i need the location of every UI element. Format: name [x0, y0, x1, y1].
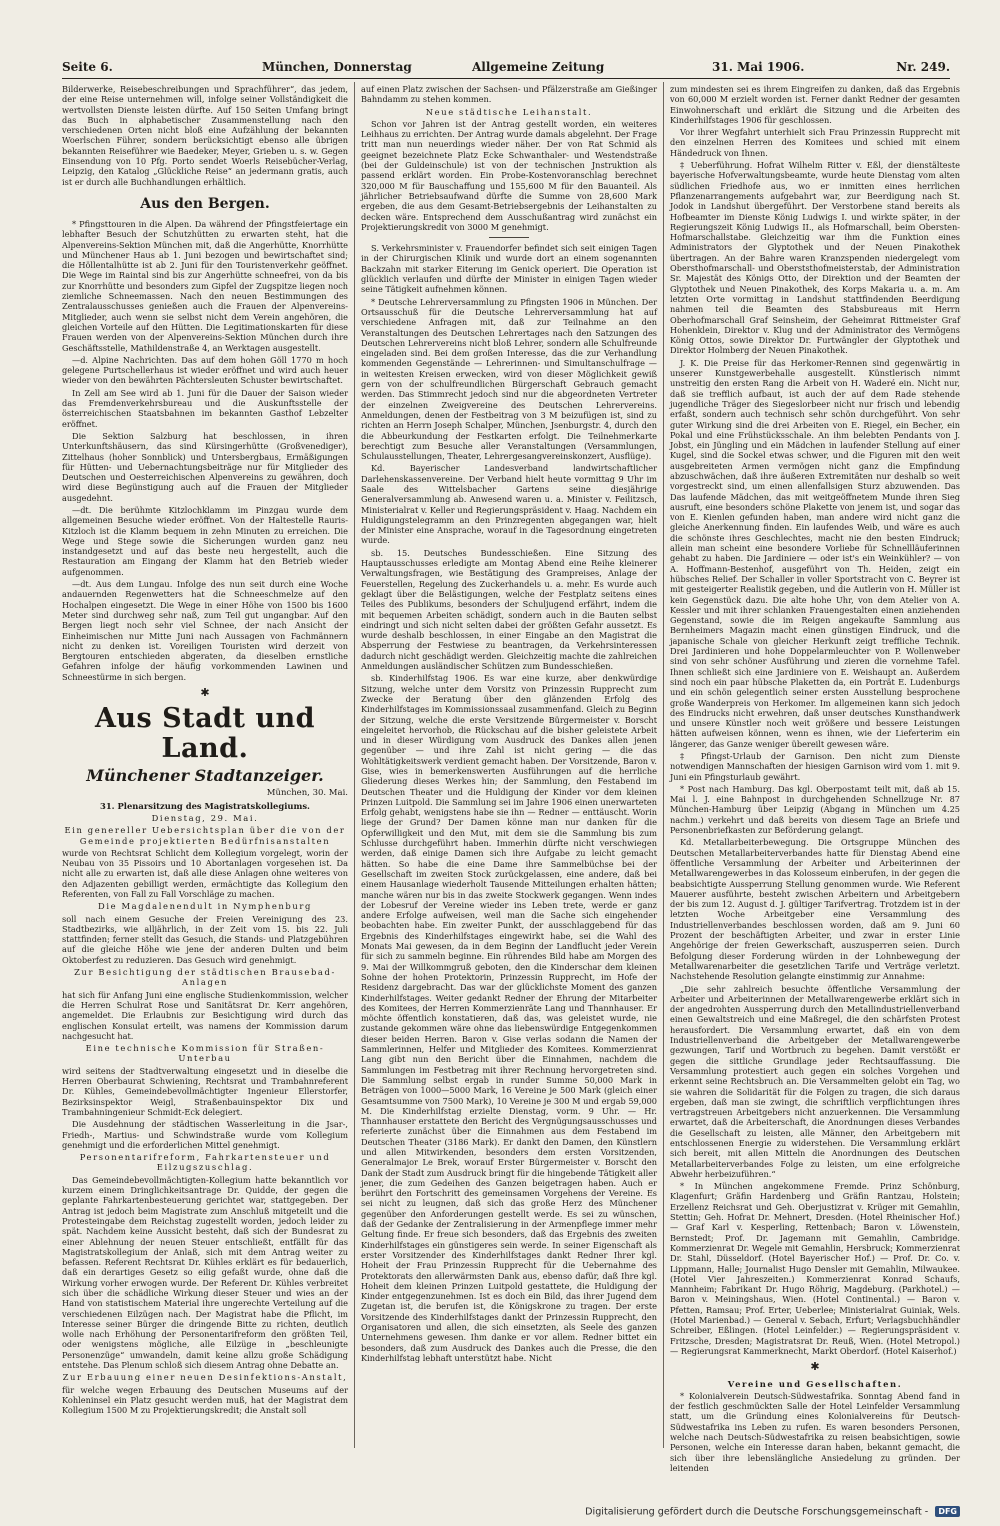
article-text: Kd. Bayerischer Landesverband landwirtschaftlicher Darlehenskassenvereine. Der Verband hielt heute vormittag 9 Uhr im Saale des Wittelsbacher Gartens seine diesjährige Generalversammlung ab. Anwesend waren u. a. Minister v. Feilitzsch, Ministerialrat v. Keller und Regierungspräsident v. Haag. Nachdem ein Huldigungstelegramm an den Prinzregenten abgegangen war, hielt der Minister eine Ansprache, worauf in die Tagesordnung eingetreten wurde.: [361, 463, 657, 546]
column-1: [62, 84, 348, 1446]
article-text: * In München angekommene Fremde. Prinz Schönburg, Klagenfurt; Gräfin Hardenberg und Gräfin Rantzau, Holstein; Erzellenz Reichsrat und Geh. Oberjustizrat v. Krüger mit Gemahlin, Stettin; Geh. Hofrat Dr. Mehnert, Dresden. (Hotel Rheinischer Hof.) — Graf Karl v. Kesperling, Rettenbach; Baron v. Löwenstein, Bernstedt; Prof. Dr. Jagemann mit Gemahlin, Cambridge. Kommerzienrat Dr. Wegele mit Gemahlin, Hersbruck; Kommerzienrat Dr. Stahl, Düsseldorf. (Hotel Bayerischer Hof.) — Prof. Dr. Co. v. Lippmann, Halle; Journalist Hugo Densler mit Gemahlin, Milwaukee. (Hotel Vier Jahreszeiten.) Kommerzienrat Konrad Schaufs, Mannheim; Fabrikant Dr. Hugo Röhrig, Magdeburg. (Parkhotel.) — Baron v. Meiningshaus, Wien. (Hotel Continental.) — Baron v. Pfetten, Ramsau; Prof. Erter, Ueberlee; Ministerialrat Guiniak, Wels. (Hotel Marienbad.) — General v. Sebach, Erfurt; Verlagsbuchhändler Schreiber, Eßlingen. (Hotel Leinfelder.) — Regierungspräsident v. Fritzsche, Dresden; Magistratsrat Dr. Reuß, Wien. (Hotel Metropol.) — Regierungsrat Kammerknecht, Markt Oberdorf. (Hotel Kaiserhof.): [670, 1181, 960, 1356]
digitization-credit: [560, 1506, 960, 1520]
article-text: soll nach einem Gesuche der Freien Vereinigung des 23. Stadtbezirks, wie alljährlich, in der Zeit vom 15. bis 22. Juli stattfinden; ferner stellt das Gesuch, die Stands- und Platzgebühren auf die gleiche Höhe wie jene der anderen Dulten und beim Oktoberfest zu reduzieren. Das Gesuch wird genehmigt.: [62, 913, 348, 965]
item-heading: Personentarifreform, Fahrkartensteuer und Eilzugszuschlag.: [79, 1152, 331, 1173]
column-3: [670, 84, 960, 1473]
article-text: S. Verkehrsminister v. Frauendorfer befindet sich seit einigen Tagen in der Chirurgischen Klinik und wurde dort an einem sogenannten Backzahn mit starker Eiterung im Genick operiert. Die Operation ist glücklich verlaufen und dürfte der Minister in einigen Tagen wieder seine Tätigkeit aufnehmen können.: [361, 243, 657, 295]
section-heading-vereine: Vereine und Gesellschaften.: [727, 1378, 903, 1389]
page-number: Seite 6.: [62, 60, 113, 74]
article-text: Kd. Metallarbeiterbewegung. Die Ortsgruppe München des Deutschen Metallarbeiterverbandes hatte für Dienstag Abend eine öffentliche Versammlung der Arbeiter und Arbeiterinnen der Metallwarengewerbes in das Kolosseum einberufen, in der gegen die beabsichtigte Aussperrung Stellung genommen wurde. Wie Referent Mauerer ausführte, besteht zwischen Arbeitern und Arbeitgebern der bis zum 12. August d. J. gültiger Tarifvertrag. Trotzdem ist in der letzten Woche Arbeitgeber eine Versammlung des Industriellenverbandes beschlossen worden, daß am 9. Juni 60 Prozent der beschäftigten Arbeiter, und zwar in erster Linie Angehörige der freien Gewerkschaft, auszusperren seien. Durch Befolgung dieser Forderung würden in der Lohnbewegung der Metallwarenarbeiter die gesetzlichen Tarife und Verträge verletzt. Nachstehende Resolution gelangte einstimmig zur Annahme:: [670, 837, 960, 982]
item-heading: Neue städtische Leihanstalt.: [425, 106, 593, 117]
separator-star: ✱: [200, 686, 210, 700]
column-divider: [354, 82, 355, 1448]
article-text: Vor ihrer Wegfahrt unterhielt sich Frau Prinzessin Rupprecht mit den einzelnen Herren des Komitees und schied mit einem Händedruck von Ihnen.: [670, 127, 960, 158]
article-text: sb. 15. Deutsches Bundesschießen. Eine Sitzung des Hauptausschusses erledigte am Montag Abend eine Reihe kleinerer Verwaltungsfragen, wie Bestätigung des Grampreises, Anlage der Feuerstellen, Regelung des Zuckerhandels u. a. mehr. Es wurde auch geklagt über die Belästigungen, welche der Festplatz seitens eines Teiles des Publikums, besonders der Schuljugend erfährt, indem die mit bequemen Arbeiten schädigt, sondern auch in die Bauten selbst eindringt und sich nicht selten dabei der größten Gefahr aussetzt. Es wurde deshalb beschlossen, in einer Eingabe an den Magistrat die Absperrung der Festwiese zu beantragen, da Verkehrsinteressen dadurch nicht geschädigt werden. Gleichzeitig machte die zahlreichen Anmeldungen ausländischer Schützen zum Bundesschießen.: [361, 547, 657, 672]
article-text: Das Gemeindebevollmächtigten-Kollegium hatte bekanntlich vor kurzem einem Dringlichkeitsantrage Dr. Quidde, der gegen die geplante Fahrkartenbesteuerung gerichtet war, stattgegeben. Der Antrag ist jedoch beim Magistrate zum Anschluß mitgeteilt und die Protesteingabe dem Reichstag zugestellt worden, jedoch leider zu spät. Nachdem keine Aussicht besteht, daß sich der Bundesrat zu einer Ablehnung der neuen Steuer entschließt, entfällt für das Magistratskollegium der Anlaß, sich mit dem Antrag weiter zu befassen. Referent Rechtsrat Dr. Kühles erklärt es für bedauerlich, daß ein derartiges Gesetz so eilig gefaßt wurde, ohne daß die Wirkung vorher erwogen wurde. Der Referent Dr. Kühles verbreitet sich über die schädliche Wirkung dieser Steuer und wies an der Hand von statistischem Material ihre ungerechte Verteilung auf die verschiedenen Eilzügen nach. Der Magistrat habe die Pflicht, im Interesse seiner Bürger die dringende Bitte zu richten, deutlich wolle nach Erhöhung der Personentarifreform den größten Teil, oder wenigstens mögliche, alle Eilzüge in „beschleunigte Personenzüge“ umwandeln, damit keine allzu große Schädigung entstehe. Das Plenum schloß sich diesem Antrag ohne Debatte an.: [62, 1174, 348, 1371]
article-text: Schon vor Jahren ist der Antrag gestellt worden, ein weiteres Leihhaus zu errichten. Der Antrag wurde damals abgelehnt. Der Frage tritt man nun neuerdings wieder näher. Der von Rat Schmid als geeignet bezeichnete Platz Ecke Schwanthaler- und Westendstraße (bei der Guldeinschule) ist von der technischen Jnstruktion als passend erklärt worden. Ein Probe-Kostenvoranschlag berechnet 320,000 M für Bauschaffung und 155,600 M für den Bauanteil. Als jährlicher Betriebsaufwand dürfte die Summe von 28,600 Mark ergeben, die aus dem Gesamt-Betriebsergebnis der Leihanstalten zu decken wäre. Entsprechend dem Ausschußantrag wird zunächst ein Projektierungskredit von 3000 M genehmigt.: [361, 118, 657, 232]
item-heading: Ein genereller Uebersichtsplan über die von der Gemeinde projektierten Bedürfnisanstalten: [64, 825, 346, 846]
article-text: zum mindesten sei es ihrem Eingreifen zu danken, daß das Ergebnis von 60,000 M erzielt worden ist. Ferner dankt Redner der gesamten Einwohnerschaft und erklärt die Sitzung und die Arbeiten des Kinderhilfstages 1906 für geschlossen.: [670, 84, 960, 125]
article-text: * Post nach Hamburg. Das kgl. Oberpostamt teilt mit, daß ab 15. Mai l. J. eine Bahnpost in durchgehenden Schnellzuge Nr. 87 München-Hamburg über Leipzig (Abgang in München um 4.25 nachm.) verkehrt und daß bereits von diesem Tage an Briefe und Personenbriefkasten zur Beförderung gelangt.: [670, 783, 960, 836]
article-text: sb. Kinderhilfstag 1906. Es war eine kurze, aber denkwürdige Sitzung, welche unter dem Vorsitz von Prinzessin Rupprecht zum Zwecke der Beratung über den glänzenden Erfolg des Kinderhilfstages im Kommissionssaal zusammenfand. Gleich zu Beginn der Sitzung, welche die erste Versitzende Bürgermeister v. Borscht eingeleitet hervorhob, die Rückschau auf die bisher geleistete Arbeit und in dieser Würdigung vom Ausdruck des Dankes allen jenen gegenüber — und ihre Zahl ist nicht gering — die das Wohltätigkeitswerk verdient gemacht haben. Der Vorsitzende, Baron v. Gise, wies in bemerkenswerten Ausführungen auf die herrliche Gliederung dieses Werkes hin; der Sammlung, den Festabend im Deutschen Theater und die Huldigung der Kinder vor dem kleinen Prinzen Luitpold. Die Sammlung sei im Jahre 1906 einen unerwarteten Erfolg gehabt, wenigstens habe sie ihn — Redner — enttäuscht. Worin liege der Grund? Der Damen könne man nur danken für die Opferwilligkeit und den Mut, mit dem sie die Sammlung bis zum Schlusse durchgeführt haben. Immerhin dürfte nicht verschwiegen werden, daß einige Damen sich ihre Aufgabe zu leicht gemacht hätten. So habe die eine Dame ihre Sammelbüchse bei der Gesellschaft im zweiten Stock zurückgelassen, eine andere, daß bei einem Hausanlage wiederholt Tausende Mitteilungen erhalten hätten; manche wären nur bis in das zweite Stockwerk gegangen. Wenn indes der Lobesruf der Vereine wieder ins Leben trete, werde er ganz andere Erfolge aufweisen, weil man die Sache sich eingehender beobachten habe. Ein zweiter Punkt, der ausschlaggebend für das Ergebnis des Kinderhilfstages eingewirkt habe, sei die Wahl des Monats Mai gewesen, da in dem Beginn der Landflucht jeder Verein für sich zu sammeln beginne. Ein rührendes Bild habe am Morgen des 9. Mai der Willkommgruß geboten, den die Kinderschar dem kleinen Sohne der hohen Protektorin, Prinzessin Rupprecht, im Hofe der Residenz dargebracht. Das war der glücklichste Moment des ganzen Kinderhilfstages. Weiter gedankt Redner der Ehrung der Mitarbeiter des Komitees, der Herren Kommerzienräte Lang und Thannhauser. Er möchte öffentlich konstatieren, daß das, was geleistet wurde, nie zustande gekommen wäre ohne das liebenswürdige Entgegenkommen dieser beiden Herren. Baron v. Gise verlas sodann die Namen der Sammlerinnen, Helfer und Mitglieder des Komitees. Kommerzienrat Lang gibt nun den Bericht über die Einnahmen, nachdem die Sammlungen im Festbetrag mit ihrer Rechnung hervorgetreten sind. Die Sammlung selbst ergab in runder Summe 50,000 Mark in Beträgen von 1000—5000 Mark, 16 Vereine je 500 Mark (gleich einer Gesamtsumme von 7500 Mark), 10 Vereine je 300 M und ergab 59,000 M. Die Kinderhilfstag erzielte Dienstag, vorm. 9 Uhr. — Hr. Thannhauser erstattete den Bericht des Vergnügungsausschusses und referierte zunächst über die Einnahmen aus dem Festabend im Deutschen Theater (3186 Mark). Er dankt den Damen, den Künstlern und allen Mitwirkenden, besonders dem ersten Vorsitzenden, Generalmajor Le Brek, worauf Erster Bürgermeister v. Borscht den Dank der Stadt zum Ausdruck bringt für die hingebende Tätigkeit aller jener, die zum Gedeihen des Ganzen beigetragen haben. Auch er berührt den Fortschritt des gemeinsamen Vorgehens der Vereine. Es sei nicht zu leugnen, daß sich das große Herz des Münchener gegenüber den Anforderungen gestellt werde. Es sei zu wünschen, daß der Gedanke der Zentralisierung in der Armenpflege immer mehr Geltung finde. Er freue sich besonders, daß das Ergebnis des zweiten Kinderhilfstages ein günstigeres sein werde. In seiner Eigenschaft als erster Vorsitzender des Kinderhilfstages dankt Redner Ihrer kgl. Hoheit der Frau Prinzessin Rupprecht für die Uebernahme des Protektorats den allerwärmsten Dank aus, ebenso dafür, daß Ihre kgl. Hoheit dem kleinen Prinzen Luitpold gestattete, die Huldigung der Kinder entgegenzunehmen. Ist es doch ein Bild, das ihrer Jugend dem Zugetan ist, die berufen ist, die Königskrone zu tragen. Der erste Vorsitzende des Kinderhilfstages dankt der Prinzessin Rupprecht, den Organisatoren und allen, die sich einsetzten, als Seele des ganzen Unternehmens gewesen. Ihm danke er vor allem. Redner bittet ein besonders, daß zum Ausdruck des Dankes auch die Presse, die den Kinderhilfstag lebhaft unterstützt habe. Nicht: [361, 673, 657, 1363]
page-header: [62, 60, 950, 79]
article-text: * Kolonialverein Deutsch-Südwestafrika. Sonntag Abend fand in der festlich geschmückten Salle der Hotel Leinfelder Versammlung statt, um die Gründung eines Kolonialvereins für Deutsch-Südwestafrika ins Leben zu rufen. Es waren besonders Personen, welche nach Deutsch-Südwestafrika zu reisen beabsichtigen, sowie Personen, welche ein Interesse daran haben, bekannt gemacht, die sich über ihre lebenslängliche Ansiedelung zu gründen. Der leitenden: [670, 1390, 960, 1473]
article-text: für welche wegen Erbauung des Deutschen Museums auf der Kohleninsel ein Platz gesucht werden muß, hat der Magistrat dem Kollegium 1500 M zu Projektierungskredit; die Anstalt soll: [62, 1384, 348, 1416]
issue-date: 31. Mai 1906.: [712, 60, 805, 74]
article-text: „Die sehr zahlreich besuchte öffentliche Versammlung der Arbeiter und Arbeiterinnen der Metallwarengewerbe erklärt sich in der angedrohten Aussperrung durch den Metallindustriellenverband einen Gewaltstreich und eine Maßregel, die den schärfsten Protest herausfordert. Die Versammlung erwartet, daß ein von dem Industriellenverband die Arbeitgeber der Metallwarengewerbe gezwungen, Tarif und Wortbruch zu begehen. Damit verstößt er gegen die sittliche Grundlage jeder Rechtsauffassung. Die Versammlung protestiert auch gegen ein solches Vorgehen und erkennt seine Rechtsbruch an. Die Versammelten gelobt ein Tag, wo sie wahren die Solidarität für die Folgen zu tragen, die sich daraus ergeben, daß man sie zwingt, die schriftlich verpflichtungen ihres vertragstreuen Arbeitgebers nicht anzuerkennen. Die Versammlung erwartet, daß die Arbeiterschaft, die Anordnungen dieses Verbandes die Gesellschaft zu leisten, alle Männer, den Arbeitgebern mit entschlossenen Energie zu widerstehen. Die Versammlung erklärt sich bereit, mit allen Mitteln die Anordnungen des Deutschen Metallarbeiterverbandes Folge zu leisten, um eine erfolgreiche Abwehr herbeizuführen.“: [670, 983, 960, 1179]
article-text: hat sich für Anfang Juni eine englische Studienkommission, welcher die Herren Schulrat Rose und Sanitätsrat Dr. Kerr angehören, angemeldet. Die Erlaubnis zur Besichtigung wird durch das englischen Konsulat erteilt, was namens der Kommission darum nachgesucht hat.: [62, 989, 348, 1041]
article-text: * Pfingsttouren in die Alpen. Da während der Pfingstfeiertage ein lebhafter Besuch der Schutzhütten zu erwarten steht, hat die Alpenvereins-Sektion München mit, daß die Angerhütte, Knorrhütte und Münchener Haus ab 1. Juni bezogen und bewirtschaftet sind; die Höllentalhütte ist ab 2. Juni für den Touristenverkehr geöffnet. Die Wege im Raintal sind bis zur Angerhütte schneefrei, von da bis zur Knorrhütte und besonders zum Gipfel der Zugspitze liegen noch ziemliche Schneemassen. Nach den neuen Bestimmungen des Zentralausschusses genießen auch die Frauen der Alpenvereins-Mitglieder, auch wenn sie selbst nicht dem Verein angehören, die gleichen Vorteile auf den Hütten. Die Legitimationskarten für diese Frauen werden von der Alpenvereins-Sektion München durch ihre Geschäftsstelle, Mathildenstraße 4, an Werktagen ausgestellt.: [62, 218, 348, 353]
column-2: [361, 84, 657, 1446]
article-text: ‡ Pfingst-Urlaub der Garnison. Den nicht zum Dienste notwendigen Mannschaften der hiesigen Garnison wird vom 1. mit 9. Juni ein Pfingsturlaub gewährt.: [670, 751, 960, 782]
session-title: 31. Plenarsitzung des Magistratskollegiums.: [100, 800, 310, 811]
issue-number: Nr. 249.: [896, 60, 950, 74]
dateline: München, 30. Mai.: [266, 788, 348, 799]
newspaper-title: Allgemeine Zeitung: [472, 60, 605, 74]
column-divider: [663, 82, 664, 1448]
section-title-stadt-land: Aus Stadt und Land.: [94, 703, 316, 765]
item-heading: Zur Besichtigung der städtischen Brausebad-Anlagen: [74, 967, 336, 988]
session-date: Dienstag, 29. Mai.: [151, 812, 259, 823]
article-text: —d. Alpine Nachrichten. Das auf dem hohen Göll 1770 m hoch gelegene Purtschellerhaus ist wieder eröffnet und wird auch heuer wieder von den bewährten Pächtersleuten Schuster bewirtschaftet.: [62, 354, 348, 386]
article-text: In Zell am See wird ab 1. Juni für die Dauer der Saison wieder das Fremdenverkehrsbureau und die Auskunftsstelle der österreichischen Staatsbahnen im bekannten Gasthof Lebzelter eröffnet.: [62, 387, 348, 429]
item-heading: Die Magdalenendult in Nymphenburg: [98, 901, 312, 912]
article-text: Die Ausdehnung der städtischen Wasserleitung in die Jsar-, Friedh-, Martius- und Schwindstraße wurde vom Kollegium genehmigt und die erforderlichen Mittel genehmigt.: [62, 1119, 348, 1150]
separator-line: [489, 237, 529, 238]
article-text: ‡ Ueberführung. Hofrat Wilhelm Ritter v. Eßl, der dienstälteste bayerische Hofverwaltungsbeamte, wurde heute Dienstag vom alten südlichen Friedhofe aus, wo er inmitten eines herrlichen Pflanzenarrangements aufgebahrt war, zur Beerdigung nach St. Jodok in Landshut übergeführt. Der Verstorbene stand bereits als Hofbeamter im Dienste König Ludwigs I. und wirkte später, in der Regierungszeit König Ludwigs II., als Hofmarschall, beim Obersten-Hofmarschallstabe. Gleichzeitig war ihm die Funktion eines Administrators der Glyptothek und der Neuen Pinakothek übertragen. An der Bahre waren Kranzspenden niedergelegt vom Obersthofmarschall- und Oberststhofmeisterstab, der Administration Sr. Majestät des Königs Otto, der Direktion und der Beamten der Glyptothek und Neuen Pinakothek, des Korps Makaria u. a. m. Am letzten Orte vormittag in Landshut stattfindenden Beerdigung nahmen teil die Beamten des Stabsbureaus mit Herrn Oberhofmarschall Graf Seinsheim, der Geheimrat Rittmeister Graf Hohenklein, Direktor v. Klug und der Administrator des Vermögens König Ottos, sowie Direktor Dr. Furtwängler der Glyptothek und Direktor Holmberg der Neuen Pinakothek.: [670, 160, 960, 356]
article-text: —dt. Aus dem Lungau. Infolge des nun seit durch eine Woche andauernden Regenwetters hat die Schneeschmelze auf den Hochalpen eingesetzt. Die Wege in einer Höhe von 1500 bis 1600 Meter sind durchweg sehr naß, zum Teil gut ungangbar. Auf den Bergen liegt noch sehr viel Schnee, der nach Ansicht der Einheimischen nur Mitte Juni nach Aussagen von Fachmännern nicht zu denken ist. Voreiligen Touristen wird derzeit von Bergtouren entschieden abgeraten, da dieselben ernstliche Gefahren infolge der häufig vorkommenden Lawinen und Schneestürme in sich bergen.: [62, 579, 348, 682]
article-text: auf einen Platz zwischen der Sachsen- und Pfälzerstraße am Gießinger Bahndamm zu stehen kommen.: [361, 84, 657, 105]
place-day: München, Donnerstag: [262, 60, 412, 74]
article-text: Die Sektion Salzburg hat beschlossen, in ihren Unterkunftshäusern, das sind Kürsingerhütte (Großvenediger), Zittelhaus (hoher Sonnblick) und Untersbergbaus, Ermäßigungen für Hütten- und Uebernachtungsbeiträge nur für Mitglieder des Deutschen und Oesterreichischen Alpenvereins zu gewähren, doch wird diese Begünstigung auch auf die Frauen der Mitglieder ausgedehnt.: [62, 430, 348, 503]
separator-star: ✱: [810, 1360, 820, 1374]
item-heading: Eine technische Kommission für Straßen-Unterbau: [85, 1043, 325, 1064]
dfg-logo: DFG: [935, 1506, 960, 1517]
article-text: wird seitens der Stadtverwaltung eingesetzt und in dieselbe die Herren Oberbaurat Schwiening, Rechtsrat und Trambahnreferent Dr. Kühles, Gemeindebevollmächtigter Ingenieur Ellerstorfer, Bezirksinspektor Weigl, Straßenbauinspektor Dix und Trambahningenieur Schmidt-Eck delegiert.: [62, 1065, 348, 1117]
credit-text: Digitalisierung gefördert durch die Deutsche Forschungsgemeinschaft -: [585, 1506, 929, 1518]
article-text: * Deutsche Lehrerversammlung zu Pfingsten 1906 in München. Der Ortsausschuß für die Deutsche Lehrerversammlung hat auf verschiedene Anfragen mit, daß zur Teilnahme an den Veranstaltungen des Deutschen Lehrertages nach den Satzungen des Deutschen Lehrervereins nicht bloß Lehrer, sondern alle Schulfreunde eingeladen sind. Bei dem großen Interesse, das die zur Verhandlung kommenden Gegenstände — Lehrerinnen- und Simultanschulfrage — in weitesten Kreisen erwecken, wird von dieser Möglichkeit gewiß gern von der schulfreundlichen Bürgerschaft Gebrauch gemacht werden. Das Stimmrecht jedoch sind nur die abgeordneten Vertreter der einzelnen Zweigvereine des Deutschen Lehrervereins. Anmeldungen, denen der Festbeitrag von 3 M beizufügen ist, sind zu richten an Herrn Joseph Schalper, München, Jsenburgstr. 4, durch den die Abbeurkundung der Festkarten erfolgt. Die Teilnehmerkarte berechtigt zum Besuche aller Veranstaltungen (Versammlungen, Schulausstellungen, Theater, Lehrergesangvereinskonzert, Ausflüge).: [361, 296, 657, 462]
section-subtitle: Münchener Stadtanzeiger.: [86, 766, 324, 786]
article-text: wurde von Rechtsrat Schlicht dem Kollegium vorgelegt, worin der Neubau von 35 Pissoirs und 10 Abortanlagen vorgesehen ist. Da nicht alle zu erwarten ist, daß alle diese Anlagen ohne weiteres von den Adjazenten gebilligt werden, ermächtigte das Kollegium den Referenten, von Fall zu Fall Vorschläge zu machen.: [62, 847, 348, 899]
article-text: J. K. Die Preise für das Herkomer-Rennen sind gegenwärtig in unserer Kunstgewerbehalle ausgestellt. Künstlerisch nimmt unstreitig den ersten Rang die Arbeit von H. Waderé ein. Nicht nur, daß sie trefflich aufbaut, ist auch der auf dem Rade stehende jugendliche Träger des Siegeslorbeer nicht nur frisch und lebendig erfaßt, sondern auch technisch sehr schön durchgeführt. Von sehr guter Wirkung sind die drei Arbeiten von E. Riegel, ein Becher, ein Pokal und eine Frühstücksschale. An ihm belebten Pendants von J. Jobst, ein Jüngling und ein Mädchen in laufender Stellung auf einer Kugel, sind die Sockel etwas schwer, und die Figuren mit den weit ausgebreiteten Armen vermögen nicht ganz die Empfindung abzuschwächen, daß ihre äußeren Extremitäten nur deshalb so weit vorgestreckt sind, um einen allenfallsigen Sturz abzuwenden. Das Das laufende Mädchen, das mit weitgeöffnetem Munde ihren Sieg ausruft, eine besonders schöne Plakette von jenem ist, und sogar das von E. Kienlen gefunden haben, man andere wird nicht ganz die gleiche Anerkennung finden. Ein laufendes Weib, und wäre es auch die schönste ihres Geschlechtes, macht nie den besten Eindruck; allein man scheint eine besondere Vorliebe für Schnellläuferinnen gehabt zu haben. Die Jardiniere — oder ist's ein Weinkühler? — von A. Hoffmann-Bestenhof, ausgeführt von Th. Heiden, zeigt ein hübsches Relief. Der Schaller in voller Sportstracht von C. Beyrer ist mit gesteigerter Realistik gegeben, und die Autlerin von H. Müller ist kein Gegenstück dazu. Die alte hohe Uhr, von dem Atelier von A. Kessler und mit ihrer schlanken Frauengestalten einen anziehenden Gegenstand, sowie die im Reigen angekaufte Sammlung aus Bernheimers Magazin macht einen günstigen Eindruck, und die japanische Schale von gleicher Herkunft zeigt treffliche Technik. Drei Jardinieren und hohe Doppelarmleuchter von P. Wollenweber sind von sehr schöner Ausführung und zieren die vornehme Tafel. Ihnen schließt sich eine Jardiniere von E. Weishaupt an. Außerdem sind noch ein paar hübsche Plaketten da, ein Porträt E. Ludenburgs und ein schön gelegentlich seiner ersten Ausstellung besprochene große Wanderpreis von Herkomer. Im allgemeinen kann sich jedoch des Eindrucks nicht erwehren, daß unser deutsches Kunsthandwerk und unsere Künstler noch weit größere und bessere Leistungen hätten aufweisen können, wenn es ihnen, wie der Lieferterim ein längerer, das Ganze weniger übereilt gewesen wäre.: [670, 357, 960, 749]
item-heading: Zur Erbauung einer neuen Desinfektions-Anstalt,: [62, 1372, 348, 1383]
article-text: Bilderwerke, Reisebeschreibungen und Sprachführer“, das jedem, der eine Reise unternehmen will, infolge seiner Vollständigkeit die wertvollsten Dienste leisten dürfte. Auf 150 Seiten Umfang bringt das Buch in alphabetischer Zusammenstellung nach den verschiedenen Orten nicht bloß eine Aufzählung der bekannten Woerlschen Führer, sondern berücksichtigt ebenso alle übrigen bekannten Reiseführer wie Baedeker, Meyer, Grieben u. s. w. Gegen Einsendung von 10 Pfg. Porto sendet Woerls Reisebücher-Verlag, Leipzig, den Katalog „Glückliche Reise“ an jedermann gratis, auch ist er durch alle Buchhandlungen erhältlich.: [62, 84, 348, 187]
section-title-bergen: Aus den Bergen.: [140, 195, 270, 212]
article-text: —dt. Die berühmte Kitzlochklamm im Pinzgau wurde dem allgemeinen Besuche wieder eröffnet. Von der Haltestelle Rauris-Kitzloch ist die Klamm bequem in zehn Minuten zu erreichen. Die Wege und Stege sowie die Sicherungen wurden ganz neu instandgesetzt und auf das beste neu hergestellt, auch die Restauration am Eingang der Klamm hat den Betrieb wieder aufgenommen.: [62, 504, 348, 577]
